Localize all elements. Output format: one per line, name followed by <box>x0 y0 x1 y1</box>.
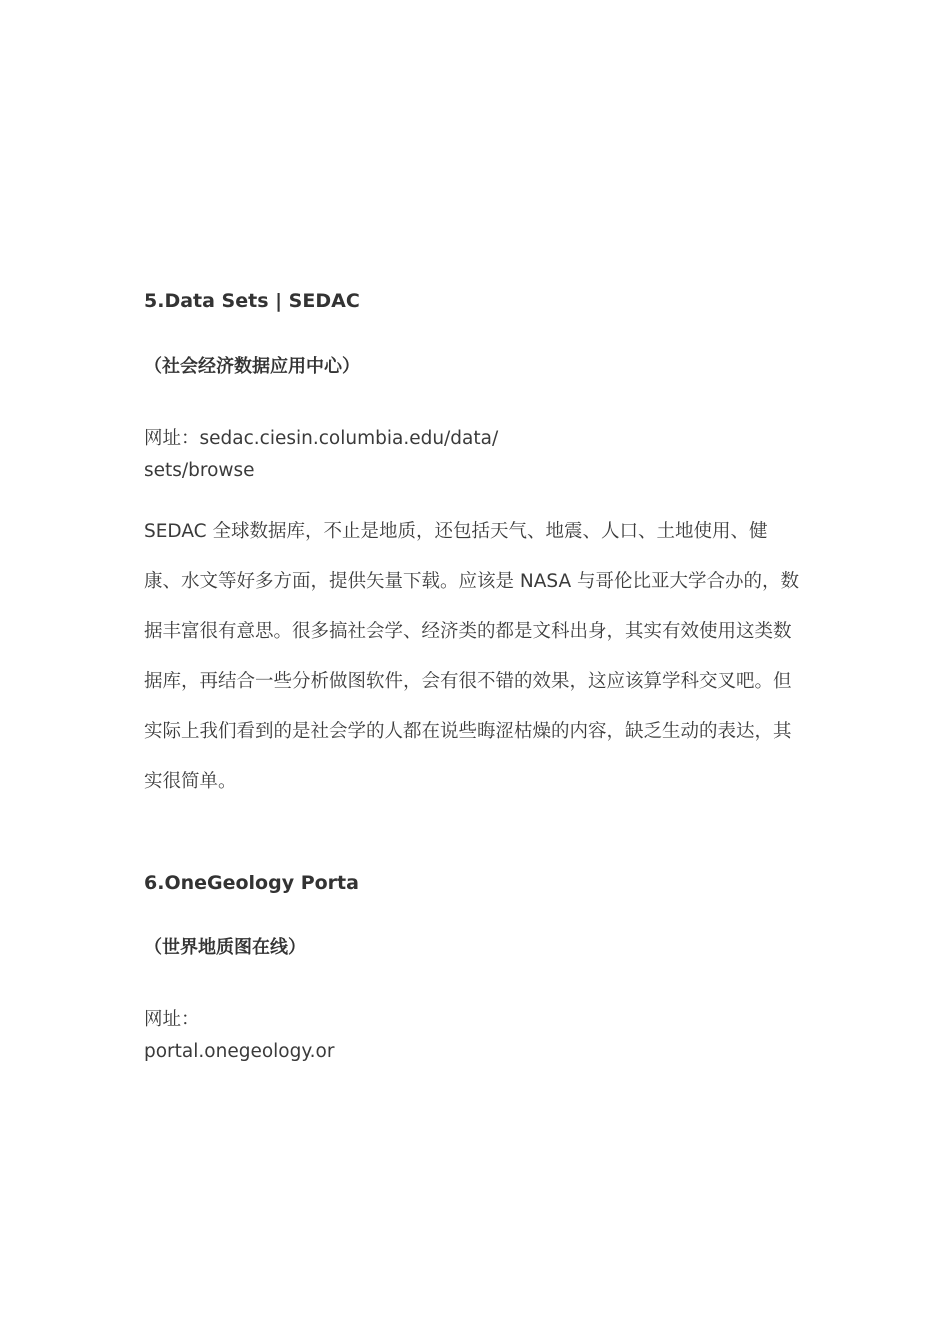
section-5-subtitle: （社会经济数据应用中心） <box>144 356 360 377</box>
section-5-description: SEDAC 全球数据库，不止是地质，还包括天气、地震、人口、土地使用、健康、水文等好多方面，提供矢量下载。应该是 NASA 与哥伦比亚大学合办的，数据丰富很有意思。很多搞社会学、经济类的都是文科出身，其实有效使用这类数据库，再结合一些分析做图软件，会有很不错的效果，这应该算学科交叉吧。但实际上我们看到的是社会学的人都在说些晦涩枯燥的内容，缺乏生动的表达，其实很简单。 <box>144 521 800 792</box>
section-5-url-line-1: 网址：sedac.ciesin.columbia.edu/data/ <box>144 428 499 449</box>
section-5-title: 5.Data Sets | SEDAC <box>144 290 360 312</box>
section-6-url-line-2: portal.onegeology.or <box>144 1041 335 1062</box>
section-6-url-line-1: 网址： <box>144 1009 200 1030</box>
section-6-subtitle: （世界地质图在线） <box>144 937 306 958</box>
section-6-title: 6.OneGeology Porta <box>144 872 359 894</box>
section-5-url-line-2: sets/browse <box>144 460 255 481</box>
